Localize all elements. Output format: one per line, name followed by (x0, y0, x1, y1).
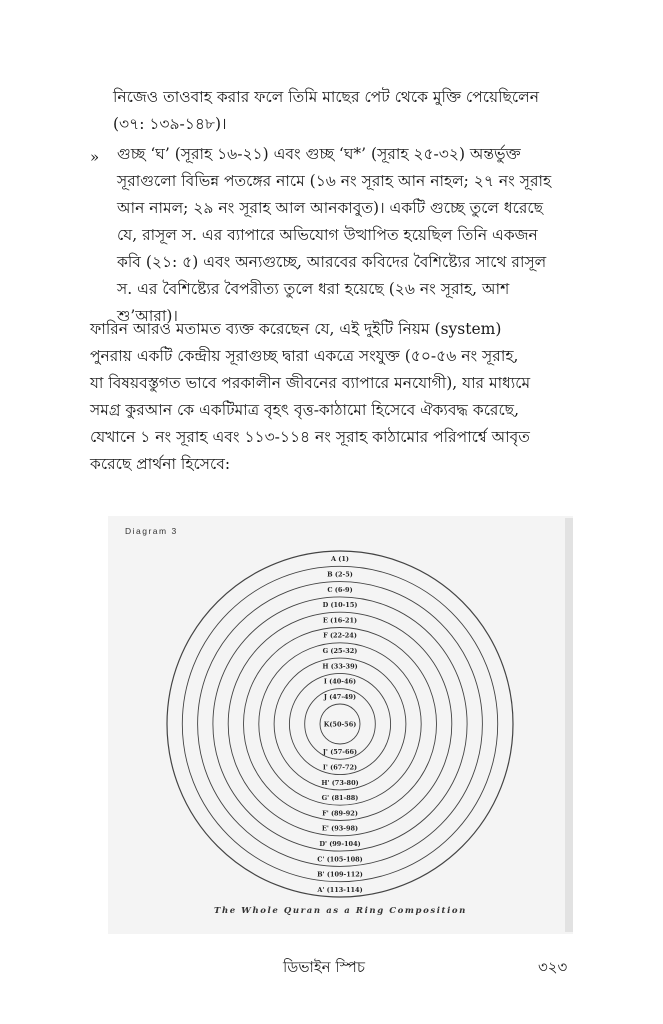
ring-label-top: D (10-15) (322, 601, 358, 610)
text-line: কবি (২১: ৫) এবং অন্যগুচ্ছে, আরবের কবিদের বৈশিষ্ট্যের সাথে রাসূল (117, 253, 547, 271)
ring-label-bottom: J' (57-66) (322, 748, 358, 757)
text-line: গুচ্ছ ‘ঘ’ (সূরাহ ১৬-২১) এবং গুচ্ছ ‘ঘ*’ (সূরাহ ২৫-৩২) অন্তর্ভুক্ত (117, 145, 521, 163)
ring-label-top: G (25-32) (322, 646, 358, 655)
ring-label-bottom: A' (113-114) (317, 885, 363, 894)
ring-label-bottom: B' (109-112) (317, 870, 363, 879)
ring-label-bottom: G' (81-88) (321, 794, 359, 803)
text-line: করেছে প্রার্থনা হিসেবে: (90, 455, 231, 473)
ring-label-top: A (1) (331, 555, 349, 564)
ring-label-top: C (6-9) (327, 585, 353, 594)
text-line: সূরাগুলো বিভিন্ন পতঙ্গের নামে (১৬ নং সূরাহ আন নাহল; ২৭ নং সূরাহ (117, 172, 552, 190)
ring-composition-diagram (108, 516, 573, 934)
bullet-marker: » (90, 148, 100, 166)
ring-label-bottom: C' (105-108) (317, 855, 363, 864)
text-line: (৩৭: ১৩৯-১৪৮)। (113, 115, 227, 133)
text-line: যে, রাসূল স. এর ব্যাপারে অভিযোগ উত্থাপিত হয়েছিল তিনি একজন (117, 226, 538, 244)
ring-label-top: E (16-21) (322, 616, 358, 625)
text-line: নিজেও তাওবাহ করার ফলে তিমি মাছের পেট থেকে মুক্তি পেয়েছিলেন (113, 88, 539, 106)
ring-label-bottom: I' (67-72) (322, 763, 358, 772)
text-line: শু’আরা)। (117, 307, 178, 325)
paragraph-conclusion (90, 316, 593, 478)
text-line: যা বিষয়বস্তুগত ভাবে পরকালীন জীবনের ব্যাপারে মনযোগী), যার মাধ্যমে (90, 374, 531, 392)
text-line: আন নামল; ২৯ নং সূরাহ আল আনকাবুত)। একটি গুচ্ছে তুলে ধরেছে (117, 199, 543, 217)
ring-label-top: F (22-24) (323, 631, 357, 640)
diagram-caption: The Whole Quran as a Ring Composition (214, 906, 467, 916)
text-line: ফারিন আরও মতামত ব্যক্ত করেছেন যে, এই দুইটি নিয়ম (system) (90, 320, 502, 338)
page-number: ৩২৩ (538, 958, 568, 976)
bullet-paragraph (117, 141, 591, 330)
text-line: স. এর বৈশিষ্ট্যের বৈপরীত্য তুলে ধরা হয়েছে (২৬ নং সূরাহ, আশ (117, 280, 510, 298)
ring-label-bottom: E' (93-98) (321, 824, 359, 833)
diagram-label: Diagram 3 (125, 526, 178, 536)
ring-label-top: J (47-49) (323, 692, 357, 701)
ring-label-bottom: H' (73-80) (321, 778, 359, 787)
ring-label-bottom: D' (99-104) (319, 839, 361, 848)
ring-label-bottom: F' (89-92) (322, 809, 358, 818)
text-line: সমগ্র কুরআন কে একটিমাত্র বৃহৎ বৃত্ত-কাঠামো হিসেবে ঐক্যবদ্ধ করেছে, (90, 401, 519, 419)
ring-label-center: K(50-56) (323, 720, 357, 729)
text-line: পুনরায় একটি কেন্দ্রীয় সূরাগুচ্ছ দ্বারা একত্রে সংযুক্ত (৫০-৫৬ নং সূরাহ, (90, 347, 519, 365)
paragraph-intro (113, 84, 591, 138)
footer-book-title: ডিভাইন স্পিচ (283, 958, 365, 976)
text-line: যেখানে ১ নং সূরাহ এবং ১১৩-১১৪ নং সূরাহ কাঠামোর পরিপার্শ্বে আবৃত (90, 428, 530, 446)
ring-label-top: H (33-39) (322, 662, 358, 671)
ring-label-top: I (40-46) (323, 677, 357, 686)
ring-label-top: B (2-5) (327, 570, 353, 579)
